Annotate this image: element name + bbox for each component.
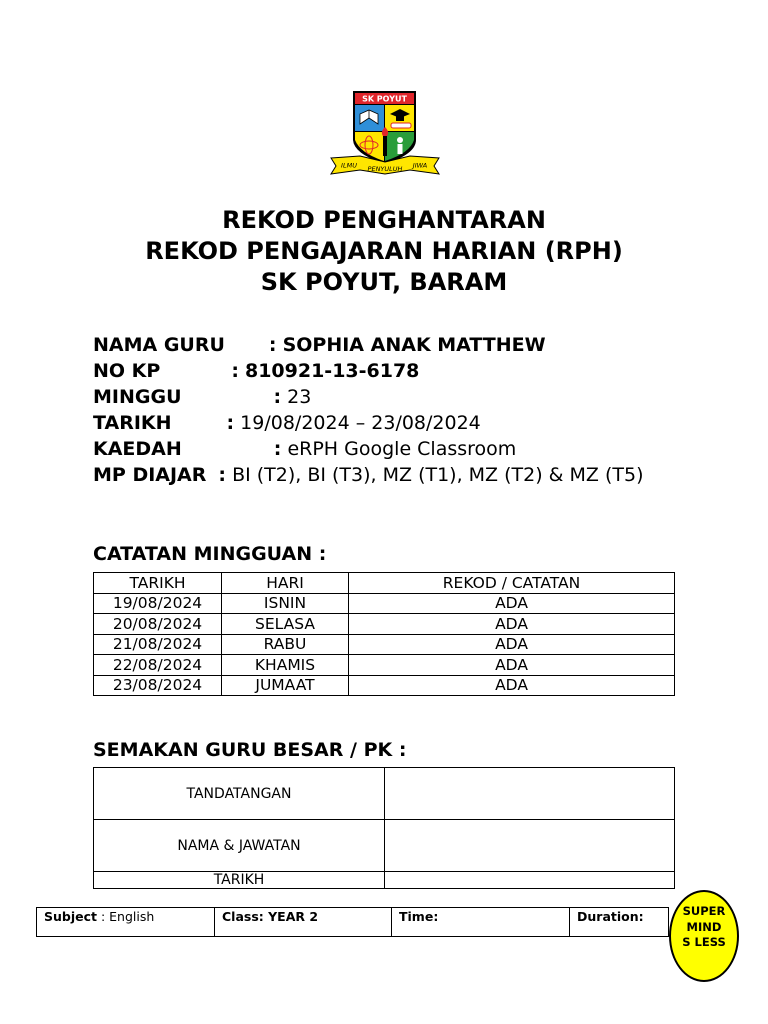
duration-cell: Duration: [570, 908, 669, 937]
cell-hari: KHAMIS [222, 655, 349, 676]
catatan-heading: CATATAN MINGGUAN : [93, 543, 327, 565]
tarikh-sign-field[interactable] [385, 872, 675, 889]
semakan-heading: SEMAKAN GURU BESAR / PK : [93, 739, 407, 761]
table-row [94, 593, 675, 614]
cell-rekod: ADA [349, 655, 675, 676]
title-line-3: SK POYUT, BARAM [260, 268, 508, 296]
mp-diajar-label: MP DIAJAR [93, 464, 207, 486]
time-cell: Time: [392, 908, 570, 937]
info-row-kaedah: KAEDAH : eRPH Google Classroom [93, 438, 517, 460]
no-kp-value: 810921-13-6178 [244, 360, 420, 382]
badge-text: SUPER MIND S LESS [682, 904, 726, 949]
school-crest [330, 88, 440, 176]
info-row-mp-diajar: MP DIAJAR : BI (T2), BI (T3), MZ (T1), MZ (T2) & MZ (T5) [93, 464, 644, 486]
tandatangan-field[interactable] [385, 768, 675, 820]
table-row [94, 768, 675, 820]
cell-hari: RABU [222, 634, 349, 655]
super-minds-badge [669, 890, 739, 982]
cell-hari: ISNIN [222, 593, 349, 614]
table-row [94, 614, 675, 635]
nama-jawatan-field[interactable] [385, 820, 675, 872]
cell-tarikh: 22/08/2024 [94, 655, 222, 676]
kaedah-label: KAEDAH [93, 438, 182, 460]
minggu-label: MINGGU [93, 386, 182, 408]
column-header-rekod: REKOD / CATATAN [349, 573, 675, 594]
cell-rekod: ADA [349, 614, 675, 635]
table-row [37, 908, 669, 937]
info-row-no-kp: NO KP : 810921-13-6178 [93, 360, 420, 382]
mp-diajar-value: BI (T2), BI (T3), MZ (T1), MZ (T2) & MZ (T5) [232, 464, 644, 486]
class-cell: Class: YEAR 2 [215, 908, 392, 937]
nama-guru-value: SOPHIA ANAK MATTHEW [282, 334, 546, 356]
signature-table [93, 767, 675, 889]
kaedah-value: eRPH Google Classroom [287, 438, 517, 460]
weekly-record-table [93, 572, 675, 696]
minggu-value: 23 [287, 386, 312, 408]
subject-value: : English [97, 909, 155, 924]
subject-label: Subject [44, 909, 97, 924]
cell-tarikh: 19/08/2024 [94, 593, 222, 614]
table-header-row [94, 573, 675, 594]
cell-rekod: ADA [349, 593, 675, 614]
svg-text:SK POYUT: SK POYUT [362, 94, 407, 104]
info-row-tarikh: TARIKH : 19/08/2024 – 23/08/2024 [93, 412, 481, 434]
table-row [94, 820, 675, 872]
cell-tarikh: 20/08/2024 [94, 614, 222, 635]
lesson-info-strip [36, 907, 669, 937]
cell-tarikh: 21/08/2024 [94, 634, 222, 655]
no-kp-label: NO KP [93, 360, 161, 382]
title-line-1: REKOD PENGHANTARAN [222, 206, 546, 234]
subject-cell [37, 908, 215, 937]
svg-text:PENYULUH: PENYULUH [367, 165, 403, 173]
tarikh-sign-label: TARIKH [94, 872, 385, 889]
table-row [94, 634, 675, 655]
column-header-tarikh: TARIKH [94, 573, 222, 594]
cell-hari: SELASA [222, 614, 349, 635]
svg-text:JIWA: JIWA [412, 161, 428, 170]
document-title [0, 205, 768, 298]
column-header-hari: HARI [222, 573, 349, 594]
info-row-nama-guru: NAMA GURU : SOPHIA ANAK MATTHEW [93, 334, 546, 356]
nama-guru-label: NAMA GURU [93, 334, 225, 356]
cell-rekod: ADA [349, 634, 675, 655]
tarikh-label: TARIKH [93, 412, 172, 434]
nama-jawatan-label: NAMA & JAWATAN [94, 820, 385, 872]
table-row [94, 655, 675, 676]
cell-hari: JUMAAT [222, 675, 349, 696]
cell-tarikh: 23/08/2024 [94, 675, 222, 696]
info-row-minggu: MINGGU : 23 [93, 386, 312, 408]
tarikh-value: 19/08/2024 – 23/08/2024 [240, 412, 481, 434]
svg-text:ILMU: ILMU [341, 161, 357, 170]
tandatangan-label: TANDATANGAN [94, 768, 385, 820]
title-line-2: REKOD PENGAJARAN HARIAN (RPH) [145, 237, 623, 265]
cell-rekod: ADA [349, 675, 675, 696]
table-row [94, 675, 675, 696]
table-row [94, 872, 675, 889]
